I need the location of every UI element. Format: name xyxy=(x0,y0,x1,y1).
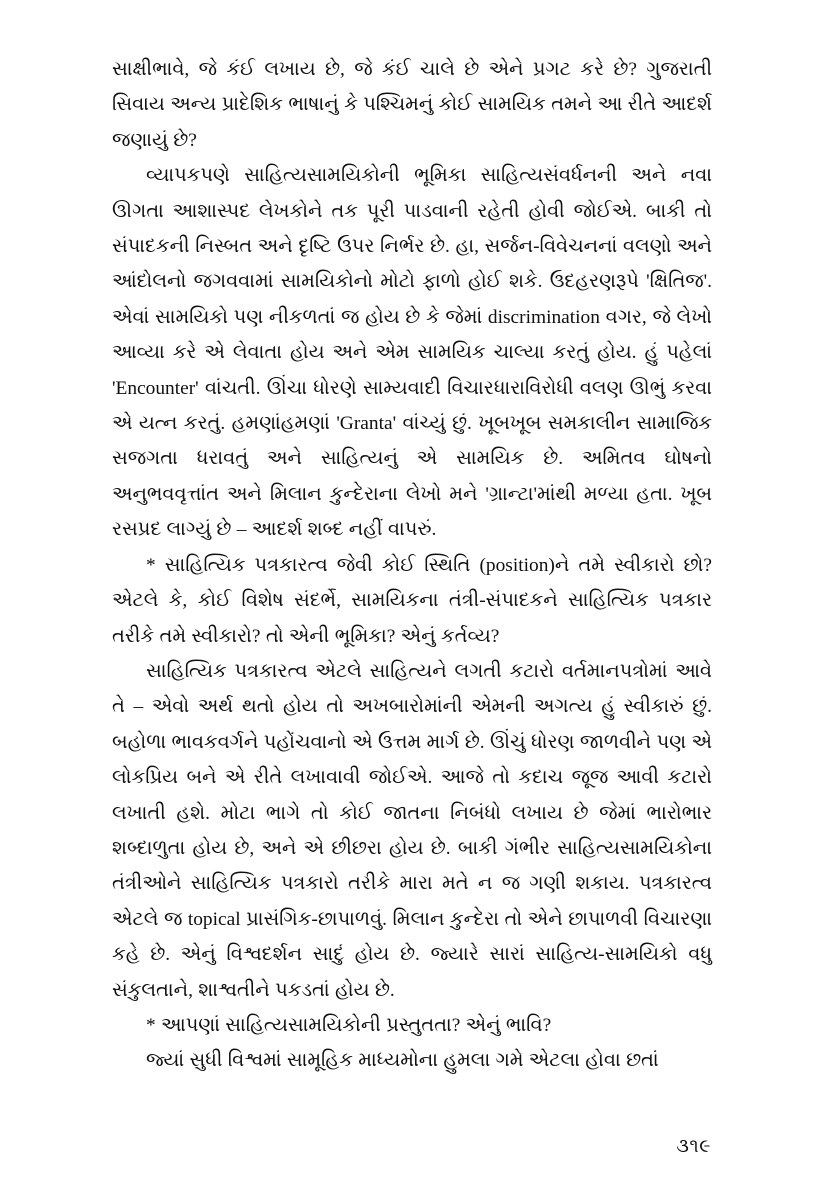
paragraph: સાહિત્યિક પત્રકારત્વ એટલે સાહિત્યને લગતી કટારો વર્તમાનપત્રોમાં આવે તે – એવો અર્થ થતો હોય તો અખબારોમાંની એમની અગત્ય હું સ્વીકારું છું. બહોળા ભાવકવર્ગને પહોંચવાનો એ ઉત્તમ માર્ગ છે. ઊંચું ધોરણ જાળવીને પણ એ લોકપ્રિય બને એ રીતે લખાવાવી જોઈએ. આજે તો કદાચ જૂજ આવી કટારો લખાતી હશે. મોટા ભાગે તો કોઈ જાતના નિબંધો લખાય છે જેમાં ભારોભાર શબ્દાળુતા હોય છે, અને એ છીછરા હોય છે. બાકી ગંભીર સાહિત્યસામયિકોના તંત્રીઓને સાહિત્યિક પત્રકારો તરીકે મારા મતે ન જ ગણી શકાય. પત્રકારત્વ એટલે જ topical પ્રાસંગિક-છાપાળવું. મિલાન કુન્દેરા તો એને છાપાળવી વિચારણા કહે છે. એનું વિશ્વદર્શન સાદું હોય છે. જ્યારે સારાં સાહિત્ય-સામયિકો વધુ સંકુલતાને, શાશ્વતીને પકડતાં હોય છે. xyxy=(112,660,712,1001)
paragraph: વ્યાપકપણે સાહિત્યસામયિકોની ભૂમિકા સાહિત્યસંવર્ધનની અને નવા ઊગતા આશાસ્પદ લેખકોને તક પૂરી પાડવાની રહેતી હોવી જોઈએ. બાકી તો સંપાદકની નિસ્બત અને દૃષ્ટિ ઉપર નિર્ભર છે. હા, સર્જન-વિવેચનનાં વલણો અને આંદોલનો જગવવામાં સામયિકોનો મોટો ફાળો હોઈ શકે. ઉદહરણરૂપે 'ક્ષિતિજ'. એવાં સામયિકો પણ નીકળતાં જ હોય છે કે જેમાં discrimination વગર, જે લેખો આવ્યા કરે એ લેવાતા હોય અને એમ સામયિક ચાલ્યા કરતું હોય. હું પહેલાં 'Encounter' વાંચતી. ઊંચા ધોરણે સામ્યવાદી વિચારધારાવિરોધી વલણ ઊભું કરવા એ યત્ન કરતું. હમણાંહમણાં 'Granta' વાંચ્યું છું. ખૂબખૂબ સમકાલીન સામાજિક સજગતા ધરાવતું અને સાહિત્યનું એ સામયિક છે. અમિતવ ઘોષનો અનુભવવૃત્તાંત અને મિલાન કુન્દેરાના લેખો મને 'ગ્રાન્ટા'માંથી મળ્યા હતા. ખૂબ રસપ્રદ લાગ્યું છે – આદર્શ શબ્દ નહીં વાપરું. xyxy=(112,165,712,541)
body-text-column xyxy=(112,52,712,1079)
paragraph: જ્યાં સુધી વિશ્વમાં સામૂહિક માધ્યમોના હુમલા ગમે એટલા હોવા છતાં xyxy=(146,1050,659,1072)
paragraph: * સાહિત્યિક પત્રકારત્વ જેવી કોઈ સ્થિતિ (position)ને તમે સ્વીકારો છો? એટલે કે, કોઈ વિશેષ સંદર્ભે, સામયિકના તંત્રી-સંપાદકને સાહિત્યિક પત્રકાર તરીકે તમે સ્વીકારો? તો એની ભૂમિકા? એનું કર્તવ્ય? xyxy=(112,554,712,647)
page-number: ૩૧૯ xyxy=(676,1136,711,1157)
paragraph: સાક્ષીભાવે, જે કંઈ લખાય છે, જે કંઈ ચાલે છે એને પ્રગટ કરે છે? ગુજરાતી સિવાય અન્ય પ્રાદેશિક ભાષાનું કે પશ્ચિમનું કોઈ સામયિક તમને આ રીતે આદર્શ જણાયું છે? xyxy=(112,59,712,151)
paragraph: * આપણાં સાહિત્યસામયિકોની પ્રસ્તુતતા? એનું ભાવિ? xyxy=(146,1014,552,1036)
